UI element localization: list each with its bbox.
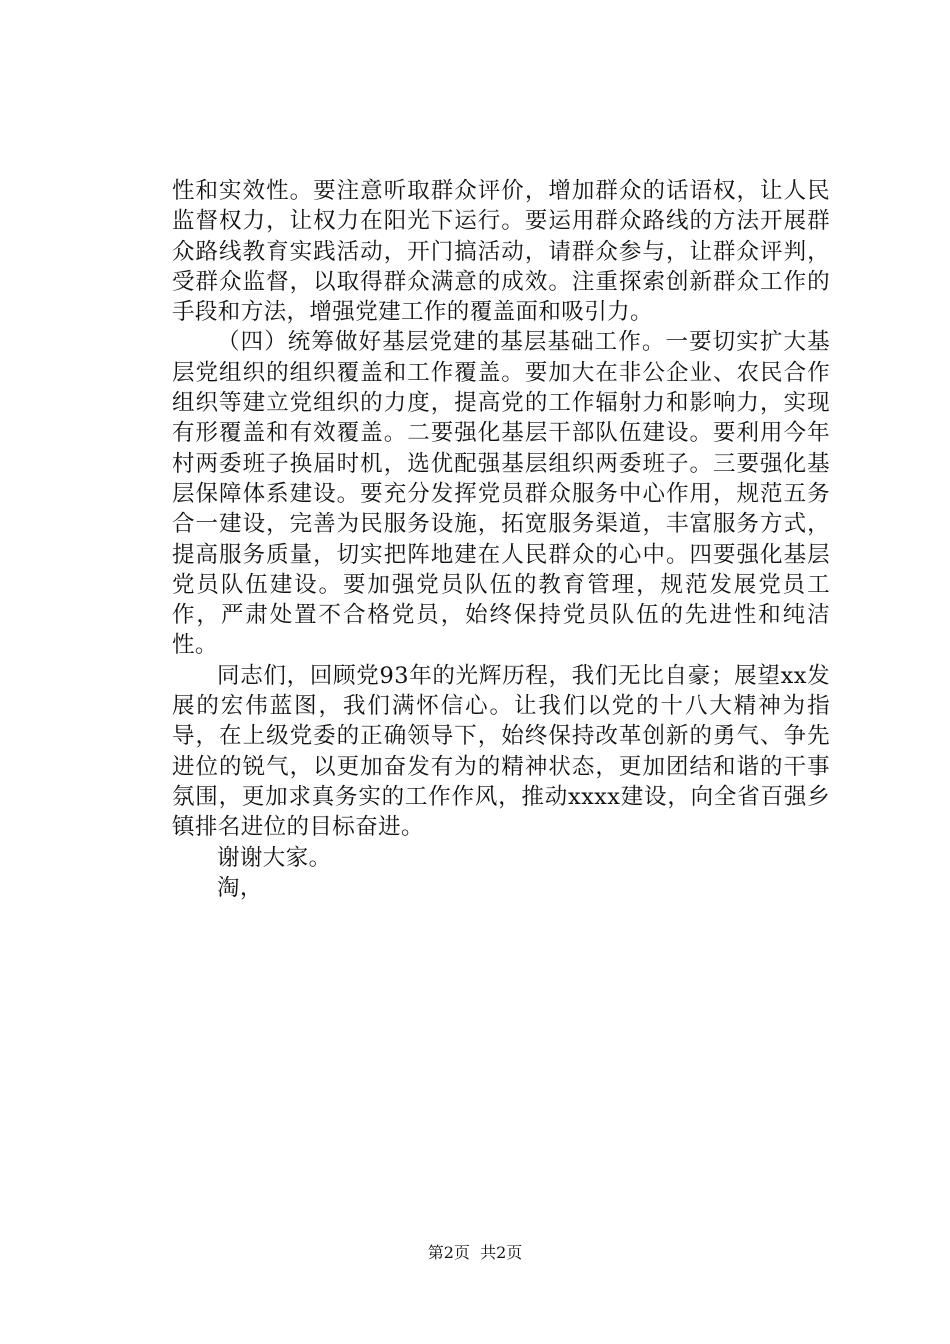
document-body — [172, 176, 830, 903]
paragraph-3: 同志们，回顾党93年的光辉历程，我们无比自豪；展望xx发展的宏伟蓝图，我们满怀信心。让我们以党的十八大精神为指导，在上级党委的正确领导下，始终保持改革创新的勇气、争先进位的锐气，以更加奋发有为的精神状态，更加团结和谐的干事氛围，更加求真务实的工作作风，推动xxxx建设，向全省百强乡镇排名进位的目标奋进。 — [172, 662, 830, 841]
page-number-label: 第2页 共2页 — [427, 1243, 523, 1262]
paragraph-5: 淘， — [217, 874, 263, 901]
paragraph-1: 性和实效性。要注意听取群众评价，增加群众的话语权，让人民监督权力，让权力在阳光下运行。要运用群众路线的方法开展群众路线教育实践活动，开门搞活动，请群众参与，让群众评判，受群众监督，以取得群众满意的成效。注重探索创新群众工作的手段和方法，增强党建工作的覆盖面和吸引力。 — [172, 178, 830, 326]
page-footer — [0, 1243, 950, 1263]
paragraph-4: 谢谢大家。 — [217, 844, 332, 871]
paragraph-2: （四）统筹做好基层党建的基层基础工作。一要切实扩大基层党组织的组织覆盖和工作覆盖。要加大在非公企业、农民合作组织等建立党组织的力度，提高党的工作辐射力和影响力，实现有形覆盖和有效覆盖。二要强化基层干部队伍建设。要利用今年村两委班子换届时机，选优配强基层组织两委班子。三要强化基层保障体系建设。要充分发挥党员群众服务中心作用，规范五务合一建设，完善为民服务设施，拓宽服务渠道，丰富服务方式，提高服务质量，切实把阵地建在人民群众的心中。四要强化基层党员队伍建设。要加强党员队伍的教育管理，规范发展党员工作，严肃处置不合格党员，始终保持党员队伍的先进性和纯洁性。 — [172, 329, 830, 659]
